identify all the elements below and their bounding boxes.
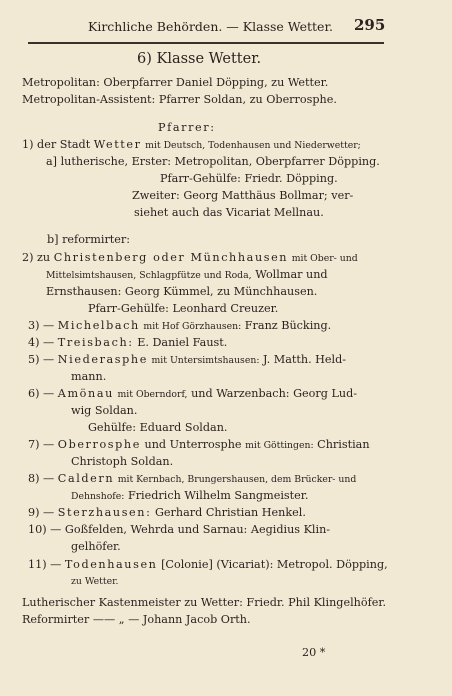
page-number: 295 bbox=[354, 16, 386, 34]
entry-line: b] reformirter: bbox=[47, 233, 131, 246]
footer-line-reformed: Reformirter —— „ — Johann Jacob Orth. bbox=[22, 613, 251, 626]
place-details: Dehnshofe: bbox=[71, 491, 125, 502]
entry-number: 10) — bbox=[28, 523, 62, 536]
entry-number: 7) — bbox=[28, 438, 55, 451]
place-name: Michelbach bbox=[57, 319, 140, 332]
entry-1-line bbox=[22, 138, 361, 153]
entry-text: und Warzenbach: Georg Lud- bbox=[191, 387, 358, 400]
entry-line bbox=[46, 268, 328, 283]
entry-line: zu Wetter. bbox=[71, 576, 119, 587]
entry-text: Franz Bücking. bbox=[244, 319, 332, 332]
entry-line: Gehülfe: Eduard Soldan. bbox=[88, 421, 228, 434]
entry-4-line bbox=[28, 336, 227, 350]
place-name: Christenberg oder Münchhausen bbox=[53, 251, 289, 264]
official-line-assistant bbox=[22, 93, 337, 107]
entry-line: Christoph Soldan. bbox=[71, 455, 174, 468]
place-details: mit Untersimtshausen: bbox=[151, 355, 260, 366]
entry-8-line bbox=[28, 472, 356, 487]
place-details: mit Göttingen: bbox=[245, 440, 314, 451]
entry-number: 6) — bbox=[28, 387, 55, 400]
entry-line: wig Soldan. bbox=[71, 404, 138, 417]
entry-line: gelhöfer. bbox=[71, 540, 121, 553]
entry-3-line bbox=[28, 319, 331, 334]
entry-number: 2) zu bbox=[22, 251, 51, 264]
place-details: mit Hof Görzhausen: bbox=[143, 321, 242, 332]
entry-line: Ernsthausen: Georg Kümmel, zu Münchhausen. bbox=[46, 285, 318, 298]
entry-7-line bbox=[28, 438, 370, 453]
pfarrer-heading: Pfarrer: bbox=[158, 121, 216, 134]
entry-9-line bbox=[28, 506, 306, 520]
entry-line: Pfarr-Gehülfe: Leonhard Creuzer. bbox=[88, 302, 279, 315]
entry-number: 9) — bbox=[28, 506, 55, 519]
entry-number: 11) — bbox=[28, 558, 62, 571]
official-label: Metropolitan: bbox=[22, 76, 100, 89]
signature-mark: 20 * bbox=[302, 646, 326, 659]
entry-line: mann. bbox=[71, 370, 107, 383]
running-title: Kirchliche Behörden. — Klasse Wetter. bbox=[88, 19, 334, 34]
header-rule bbox=[28, 42, 384, 44]
entry-number: 1) der Stadt bbox=[22, 138, 91, 151]
entry-number: 3) — bbox=[28, 319, 55, 332]
entry-text: Christian bbox=[317, 438, 370, 451]
entry-number: 5) — bbox=[28, 353, 55, 366]
place-details: Mittelsimtshausen, Schlagpfütze und Roda, bbox=[46, 270, 252, 281]
entry-text: J. Matth. Held- bbox=[263, 353, 347, 366]
entry-2-line bbox=[22, 251, 358, 266]
entry-text: Aegidius Klin- bbox=[250, 523, 331, 536]
entry-number: 8) — bbox=[28, 472, 55, 485]
entry-number: 4) — bbox=[28, 336, 55, 349]
place-name: Niederasphe bbox=[57, 353, 148, 366]
official-text: Pfarrer Soldan, zu Oberrosphe. bbox=[158, 93, 337, 106]
place-name: Caldern bbox=[57, 472, 115, 485]
entry-line bbox=[71, 489, 308, 504]
place-details: mit Oberndorf, bbox=[117, 389, 188, 400]
official-line-metropolitan bbox=[22, 76, 328, 90]
place-details: mit Ober- und bbox=[291, 253, 358, 264]
place-name: Goßfelden, Wehrda und Sarnau: bbox=[64, 523, 248, 536]
place-name: Treisbach: bbox=[57, 336, 134, 349]
entry-6-line bbox=[28, 387, 357, 402]
place-details: mit Deutsch, Todenhausen und Niederwetter; bbox=[145, 140, 361, 151]
entry-line: a] lutherische, Erster: Metropolitan, Oberpfarrer Döpping. bbox=[46, 155, 380, 168]
official-text: Oberpfarrer Daniel Döpping, zu Wetter. bbox=[103, 76, 329, 89]
place-name: Sterzhausen: bbox=[57, 506, 152, 519]
entry-11-line bbox=[28, 558, 388, 572]
entry-line: siehet auch das Vicariat Mellnau. bbox=[134, 206, 324, 219]
place-name: Amönau bbox=[57, 387, 114, 400]
place-name: Oberrosphe bbox=[57, 438, 141, 451]
section-title: 6) Klasse Wetter. bbox=[137, 51, 262, 67]
entry-text: Friedrich Wilhelm Sangmeister. bbox=[127, 489, 309, 502]
place-name: Wetter bbox=[93, 138, 142, 151]
entry-text: und Unterrosphe bbox=[144, 438, 242, 451]
official-label: Metropolitan-Assistent: bbox=[22, 93, 156, 106]
place-details: mit Kernbach, Brungershausen, dem Brücker- und bbox=[117, 474, 357, 485]
entry-text: [Colonie] (Vicariat): Metropol. Döpping, bbox=[161, 558, 388, 571]
entry-line: Zweiter: Georg Matthäus Bollmar; ver- bbox=[132, 189, 354, 202]
entry-text: Wollmar und bbox=[255, 268, 328, 281]
entry-5-line bbox=[28, 353, 346, 368]
entry-line: Pfarr-Gehülfe: Friedr. Döpping. bbox=[160, 172, 338, 185]
place-name: Todenhausen bbox=[64, 558, 158, 571]
entry-text: Gerhard Christian Henkel. bbox=[155, 506, 306, 519]
entry-text: E. Daniel Faust. bbox=[137, 336, 228, 349]
footer-line-lutheran: Lutherischer Kastenmeister zu Wetter: Friedr. Phil Klingelhöfer. bbox=[22, 596, 387, 609]
entry-10-line bbox=[28, 523, 330, 537]
